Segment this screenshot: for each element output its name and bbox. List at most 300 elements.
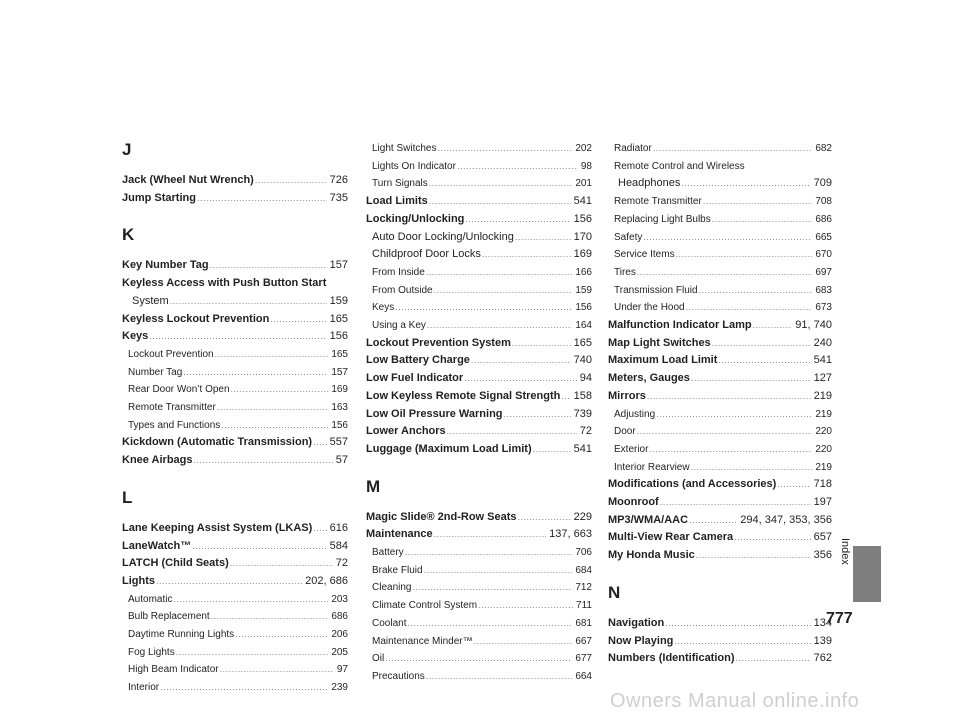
- entry-label: My Honda Music: [608, 549, 695, 562]
- entry-label: Maintenance Minder™: [372, 635, 473, 647]
- index-subentry[interactable]: [366, 597, 592, 615]
- index-subentry[interactable]: [366, 317, 592, 335]
- leader-dots: [718, 352, 810, 370]
- index-entry[interactable]: [122, 555, 348, 573]
- watermark: Owners Manual online.info: [610, 690, 860, 712]
- entry-label: MP3/WMA/AAC: [608, 513, 689, 526]
- section-letter: M: [366, 476, 381, 496]
- leader-dots: [691, 459, 813, 477]
- index-entry[interactable]: [608, 494, 832, 512]
- leader-dots: [637, 264, 812, 282]
- index-entry[interactable]: [122, 452, 348, 470]
- index-entry[interactable]: [608, 335, 832, 353]
- entry-label: Malfunction Indicator Lamp: [608, 319, 752, 332]
- entry-label: Remote Transmitter: [614, 196, 702, 208]
- entry-label: Childproof Door Locks: [372, 248, 481, 261]
- leader-dots: [647, 388, 811, 406]
- entry-page-ref[interactable]: 127: [813, 372, 832, 385]
- index-entry[interactable]: [608, 317, 832, 335]
- index-subentry[interactable]: [608, 406, 832, 424]
- index-subentry[interactable]: [366, 229, 592, 247]
- entry-label: Keyless Lockout Prevention: [122, 312, 270, 325]
- entry-label: Jump Starting: [122, 191, 196, 204]
- entry-page-ref[interactable]: 726: [329, 174, 348, 186]
- entry-page-ref[interactable]: 670: [815, 249, 832, 261]
- entry-page-ref[interactable]: 156: [573, 212, 592, 225]
- leader-dots: [221, 417, 328, 435]
- index-subentry[interactable]: [608, 211, 832, 229]
- entry-label: From Inside: [372, 266, 425, 278]
- index-subentry[interactable]: [366, 562, 592, 580]
- entry-label: Low Keyless Remote Signal Strength: [366, 389, 561, 402]
- entry-label: From Outside: [372, 284, 433, 296]
- index-subentry[interactable]: [608, 459, 832, 477]
- leader-dots: [504, 406, 571, 424]
- leader-dots: [734, 529, 811, 547]
- leader-dots: [235, 626, 328, 644]
- index-entry[interactable]: [608, 650, 832, 668]
- index-subentry[interactable]: [608, 423, 832, 441]
- leader-dots: [170, 293, 327, 311]
- entry-page-ref[interactable]: 683: [815, 284, 832, 296]
- page-number: 777: [826, 610, 853, 627]
- entry-page-ref[interactable]: 156: [331, 419, 348, 431]
- index-subentry[interactable]: [122, 381, 348, 399]
- entry-page-ref[interactable]: 165: [331, 348, 348, 360]
- entry-label: Interior Rearview: [614, 461, 690, 473]
- leader-dots: [194, 452, 333, 470]
- leader-dots: [703, 193, 813, 211]
- index-entry[interactable]: [122, 520, 348, 538]
- entry-label: Using a Key: [372, 320, 426, 332]
- index-entry[interactable]: [608, 547, 832, 565]
- index-side-tab: [853, 546, 881, 602]
- entry-label: Remote Control and Wireless: [614, 160, 745, 172]
- entry-page-ref[interactable]: 72: [335, 557, 348, 570]
- entry-label: Remote Transmitter: [128, 402, 216, 414]
- index-subentry[interactable]: [366, 282, 592, 300]
- entry-page-ref[interactable]: 229: [573, 510, 592, 523]
- entry-page-ref[interactable]: 157: [331, 366, 348, 378]
- index-subentry[interactable]: [366, 264, 592, 282]
- leader-dots: [156, 573, 302, 591]
- entry-page-ref[interactable]: 541: [573, 195, 592, 208]
- entry-page-ref[interactable]: 206: [331, 629, 348, 641]
- leader-dots: [512, 335, 571, 353]
- entry-page-ref[interactable]: 205: [331, 646, 348, 658]
- entry-label: Bulb Replacement: [128, 611, 210, 623]
- entry-page-ref[interactable]: 220: [815, 426, 832, 438]
- entry-page-ref[interactable]: 156: [575, 302, 592, 314]
- index-entry[interactable]: [122, 538, 348, 556]
- index-subentry[interactable]: [366, 615, 592, 633]
- index-entry[interactable]: [608, 388, 832, 406]
- leader-dots: [482, 246, 571, 264]
- entry-page-ref[interactable]: 164: [575, 320, 592, 332]
- leader-dots: [660, 494, 811, 512]
- entry-label: Rear Door Won’t Open: [128, 384, 230, 396]
- leader-dots: [176, 644, 329, 662]
- entry-page-ref[interactable]: 294, 347, 353, 356: [740, 513, 832, 526]
- entry-page-ref[interactable]: 712: [575, 582, 592, 594]
- entry-page-ref[interactable]: 665: [815, 231, 832, 243]
- entry-page-ref[interactable]: 706: [575, 547, 592, 559]
- entry-label: System: [132, 294, 169, 307]
- entry-page-ref[interactable]: 686: [331, 611, 348, 623]
- entry-page-ref[interactable]: 156: [329, 330, 348, 343]
- index-entry[interactable]: [366, 211, 592, 229]
- entry-label: LaneWatch™: [122, 539, 192, 552]
- index-column-3: [608, 140, 832, 668]
- entry-label: Kickdown (Automatic Transmission): [122, 436, 313, 449]
- leader-dots: [447, 423, 577, 441]
- index-subentry[interactable]: [366, 633, 592, 651]
- leader-dots: [465, 211, 570, 229]
- entry-page-ref[interactable]: 169: [331, 384, 348, 396]
- leader-dots: [230, 555, 333, 573]
- leader-dots: [653, 140, 813, 158]
- entry-label: Climate Control System: [372, 600, 478, 612]
- index-subentry[interactable]: [608, 140, 832, 158]
- entry-label: Types and Functions: [128, 419, 221, 431]
- index-entry[interactable]: [122, 172, 348, 190]
- entry-label: Lights: [122, 574, 155, 587]
- entry-label: Adjusting: [614, 408, 656, 420]
- leader-dots: [197, 190, 327, 208]
- entry-page-ref[interactable]: 166: [575, 266, 592, 278]
- entry-label: Service Items: [614, 249, 675, 261]
- entry-page-ref[interactable]: 557: [329, 436, 348, 449]
- leader-dots: [478, 597, 573, 615]
- entry-page-ref[interactable]: 239: [331, 682, 348, 694]
- leader-dots: [691, 370, 811, 388]
- entry-label: Lower Anchors: [366, 425, 446, 438]
- entry-label: Safety: [614, 231, 643, 243]
- entry-page-ref[interactable]: 541: [813, 354, 832, 367]
- entry-label: Mirrors: [608, 389, 646, 402]
- entry-page-ref[interactable]: 684: [575, 564, 592, 576]
- entry-label: Low Fuel Indicator: [366, 372, 464, 385]
- entry-page-ref[interactable]: 667: [575, 635, 592, 647]
- index-entry[interactable]: [122, 275, 348, 293]
- index-subentry[interactable]: [366, 579, 592, 597]
- entry-page-ref[interactable]: 584: [329, 539, 348, 552]
- index-column-1: [122, 138, 348, 697]
- entry-label: Tires: [614, 266, 636, 278]
- entry-page-ref[interactable]: 197: [813, 496, 832, 509]
- entry-page-ref[interactable]: 681: [575, 617, 592, 629]
- index-entry[interactable]: [122, 311, 348, 329]
- index-entry[interactable]: [608, 529, 832, 547]
- index-subentry[interactable]: [122, 608, 348, 626]
- index-subentry[interactable]: [366, 544, 592, 562]
- entry-label: Auto Door Locking/Unlocking: [372, 230, 514, 243]
- entry-page-ref[interactable]: 686: [815, 213, 832, 225]
- entry-label: Locking/Unlocking: [366, 212, 465, 225]
- index-entry[interactable]: [122, 257, 348, 275]
- entry-label: Moonroof: [608, 496, 659, 509]
- index-subentry[interactable]: [122, 661, 348, 679]
- leader-dots: [412, 579, 572, 597]
- index-entry[interactable]: [366, 352, 592, 370]
- index-entry[interactable]: [366, 526, 592, 544]
- entry-label: Brake Fluid: [372, 564, 423, 576]
- index-subentry[interactable]: [122, 679, 348, 697]
- entry-page-ref[interactable]: 219: [815, 461, 832, 473]
- entry-page-ref[interactable]: 711: [576, 600, 592, 612]
- entry-page-ref[interactable]: 134: [813, 616, 832, 629]
- index-entry[interactable]: [366, 370, 592, 388]
- entry-label: Lockout Prevention: [128, 348, 214, 360]
- leader-dots: [686, 299, 813, 317]
- entry-label: Lights On Indicator: [372, 160, 456, 172]
- index-entry[interactable]: [122, 328, 348, 346]
- index-subentry[interactable]: [608, 175, 832, 193]
- leader-dots: [696, 547, 811, 565]
- leader-dots: [676, 246, 813, 264]
- index-subentry[interactable]: [366, 158, 592, 176]
- leader-dots: [434, 526, 547, 544]
- entry-label: Radiator: [614, 143, 652, 154]
- entry-label: Key Number Tag: [122, 259, 209, 272]
- index-subentry[interactable]: [608, 299, 832, 317]
- entry-page-ref[interactable]: 159: [575, 284, 592, 296]
- entry-page-ref[interactable]: 158: [573, 389, 592, 402]
- entry-label: Transmission Fluid: [614, 284, 698, 296]
- leader-dots: [561, 388, 570, 406]
- index-subentry[interactable]: [366, 668, 592, 686]
- index-entry[interactable]: [366, 423, 592, 441]
- index-subentry[interactable]: [366, 140, 592, 158]
- leader-dots: [649, 441, 812, 459]
- index-entry[interactable]: [366, 193, 592, 211]
- entry-page-ref[interactable]: 139: [813, 634, 832, 647]
- entry-page-ref[interactable]: 72: [579, 425, 592, 438]
- leader-dots: [407, 615, 572, 633]
- index-subentry[interactable]: [608, 229, 832, 247]
- index-subentry[interactable]: [366, 299, 592, 317]
- index-entry[interactable]: [608, 633, 832, 651]
- index-entry[interactable]: [366, 335, 592, 353]
- leader-dots: [471, 352, 571, 370]
- index-subentry[interactable]: [122, 644, 348, 662]
- leader-dots: [515, 229, 571, 247]
- entry-label: Cleaning: [372, 582, 412, 594]
- entry-page-ref[interactable]: 677: [575, 653, 592, 665]
- leader-dots: [474, 633, 573, 651]
- index-subentry[interactable]: [122, 399, 348, 417]
- index-entry[interactable]: [608, 476, 832, 494]
- entry-label: Coolant: [372, 617, 407, 629]
- entry-page-ref[interactable]: 616: [329, 521, 348, 534]
- entry-label: Daytime Running Lights: [128, 629, 235, 641]
- entry-page-ref[interactable]: 708: [815, 196, 832, 208]
- entry-page-ref[interactable]: 709: [813, 177, 832, 190]
- section-letter: N: [608, 582, 621, 602]
- leader-dots: [385, 650, 572, 668]
- entry-label: Navigation: [608, 616, 665, 629]
- entry-page-ref[interactable]: 735: [329, 191, 348, 204]
- leader-dots: [689, 512, 737, 530]
- entry-label: Low Oil Pressure Warning: [366, 407, 503, 420]
- leader-dots: [429, 175, 573, 193]
- leader-dots: [665, 615, 810, 633]
- entry-label: Jack (Wheel Nut Wrench): [122, 174, 254, 186]
- side-tab-label: Index: [839, 538, 851, 565]
- entry-page-ref[interactable]: 57: [335, 454, 348, 467]
- leader-dots: [753, 317, 793, 335]
- index-subentry[interactable]: [608, 158, 832, 176]
- entry-page-ref[interactable]: 356: [813, 549, 832, 562]
- index-subentry[interactable]: [608, 246, 832, 264]
- entry-label: Light Switches: [372, 143, 437, 154]
- entry-label: Battery: [372, 547, 404, 559]
- leader-dots: [149, 328, 326, 346]
- entry-page-ref[interactable]: 97: [336, 664, 348, 676]
- leader-dots: [637, 423, 813, 441]
- index-subentry[interactable]: [366, 175, 592, 193]
- index-entry[interactable]: [366, 406, 592, 424]
- leader-dots: [183, 364, 328, 382]
- leader-dots: [434, 282, 573, 300]
- entry-page-ref[interactable]: 664: [575, 670, 592, 682]
- entry-label: Now Playing: [608, 634, 674, 647]
- leader-dots: [429, 193, 571, 211]
- index-entry[interactable]: [608, 352, 832, 370]
- entry-label: Luggage (Maximum Load Limit): [366, 442, 532, 455]
- entry-page-ref[interactable]: 202: [575, 143, 592, 154]
- leader-dots: [173, 591, 328, 609]
- entry-label: Load Limits: [366, 195, 428, 208]
- entry-page-ref[interactable]: 219: [815, 408, 832, 420]
- index-subentry[interactable]: [122, 346, 348, 364]
- entry-page-ref[interactable]: 157: [329, 259, 348, 272]
- leader-dots: [405, 544, 573, 562]
- index-subentry[interactable]: [608, 193, 832, 211]
- entry-page-ref[interactable]: 762: [813, 652, 832, 665]
- index-subentry[interactable]: [366, 650, 592, 668]
- entry-page-ref[interactable]: 240: [813, 336, 832, 349]
- entry-label: Under the Hood: [614, 302, 685, 314]
- entry-label: High Beam Indicator: [128, 664, 219, 676]
- index-entry[interactable]: [366, 388, 592, 406]
- entry-page-ref[interactable]: 697: [815, 266, 832, 278]
- entry-page-ref[interactable]: 170: [573, 230, 592, 243]
- entry-label: Lane Keeping Assist System (LKAS): [122, 521, 313, 534]
- leader-dots: [674, 633, 810, 651]
- leader-dots: [395, 299, 572, 317]
- entry-label: Maximum Load Limit: [608, 354, 718, 367]
- index-entry[interactable]: [608, 512, 832, 530]
- index-subentry[interactable]: [608, 264, 832, 282]
- index-column-2: [366, 140, 592, 686]
- entry-page-ref[interactable]: 739: [573, 407, 592, 420]
- leader-dots: [426, 668, 573, 686]
- index-subentry[interactable]: [608, 441, 832, 459]
- entry-page-ref[interactable]: 740: [573, 354, 592, 367]
- entry-page-ref[interactable]: 219: [813, 389, 832, 402]
- index-subentry[interactable]: [366, 246, 592, 264]
- entry-page-ref[interactable]: 682: [815, 143, 832, 154]
- leader-dots: [736, 650, 811, 668]
- entry-page-ref[interactable]: 203: [331, 593, 348, 605]
- entry-page-ref[interactable]: 165: [573, 336, 592, 349]
- entry-label: Precautions: [372, 670, 425, 682]
- leader-dots: [712, 211, 813, 229]
- leader-dots: [217, 399, 329, 417]
- leader-dots: [424, 562, 573, 580]
- index-subentry[interactable]: [122, 417, 348, 435]
- leader-dots: [681, 175, 810, 193]
- entry-page-ref[interactable]: 657: [813, 531, 832, 544]
- index-subentry[interactable]: [122, 293, 348, 311]
- entry-page-ref[interactable]: 165: [329, 312, 348, 325]
- index-subentry[interactable]: [122, 364, 348, 382]
- entry-page-ref[interactable]: 163: [331, 402, 348, 414]
- leader-dots: [215, 346, 329, 364]
- leader-dots: [427, 317, 572, 335]
- entry-page-ref[interactable]: 201: [575, 178, 592, 190]
- entry-page-ref[interactable]: 169: [573, 248, 592, 261]
- index-entry[interactable]: [122, 190, 348, 208]
- entry-label: Lockout Prevention System: [366, 336, 511, 349]
- entry-label: Fog Lights: [128, 646, 175, 658]
- entry-page-ref[interactable]: 98: [580, 160, 592, 172]
- entry-page-ref[interactable]: 673: [815, 302, 832, 314]
- section-letter: J: [122, 140, 132, 159]
- index-entry[interactable]: [608, 615, 832, 633]
- leader-dots: [643, 229, 812, 247]
- leader-dots: [220, 661, 334, 679]
- entry-label: Number Tag: [128, 366, 183, 378]
- entry-page-ref[interactable]: 202, 686: [305, 574, 348, 587]
- leader-dots: [210, 257, 327, 275]
- index-entry[interactable]: [366, 509, 592, 527]
- entry-label: Knee Airbags: [122, 454, 193, 467]
- leader-dots: [656, 406, 812, 424]
- section-letter: K: [122, 225, 135, 245]
- entry-page-ref[interactable]: 137, 663: [549, 528, 592, 541]
- entry-label: Turn Signals: [372, 178, 428, 190]
- entry-page-ref[interactable]: 91, 740: [795, 319, 832, 332]
- index-entry[interactable]: [122, 434, 348, 452]
- leader-dots: [255, 172, 327, 190]
- leader-dots: [533, 441, 571, 459]
- index-entry[interactable]: [608, 370, 832, 388]
- entry-page-ref[interactable]: 220: [815, 443, 832, 455]
- entry-label: Replacing Light Bulbs: [614, 213, 711, 225]
- index-subentry[interactable]: [122, 591, 348, 609]
- entry-label: Modifications (and Accessories): [608, 478, 777, 491]
- entry-page-ref[interactable]: 159: [329, 294, 348, 307]
- entry-page-ref[interactable]: 541: [573, 442, 592, 455]
- leader-dots: [518, 509, 571, 527]
- leader-dots: [426, 264, 573, 282]
- entry-label: Keys: [372, 302, 395, 314]
- index-entry[interactable]: [366, 441, 592, 459]
- entry-page-ref[interactable]: 94: [579, 372, 592, 385]
- leader-dots: [437, 140, 572, 158]
- entry-page-ref[interactable]: 718: [813, 478, 832, 491]
- index-subentry[interactable]: [122, 626, 348, 644]
- leader-dots: [192, 538, 326, 556]
- index-entry[interactable]: [122, 573, 348, 591]
- index-subentry[interactable]: [608, 282, 832, 300]
- entry-label: Maintenance: [366, 528, 433, 541]
- leader-dots: [313, 434, 327, 452]
- leader-dots: [211, 608, 329, 626]
- entry-label: Oil: [372, 653, 385, 665]
